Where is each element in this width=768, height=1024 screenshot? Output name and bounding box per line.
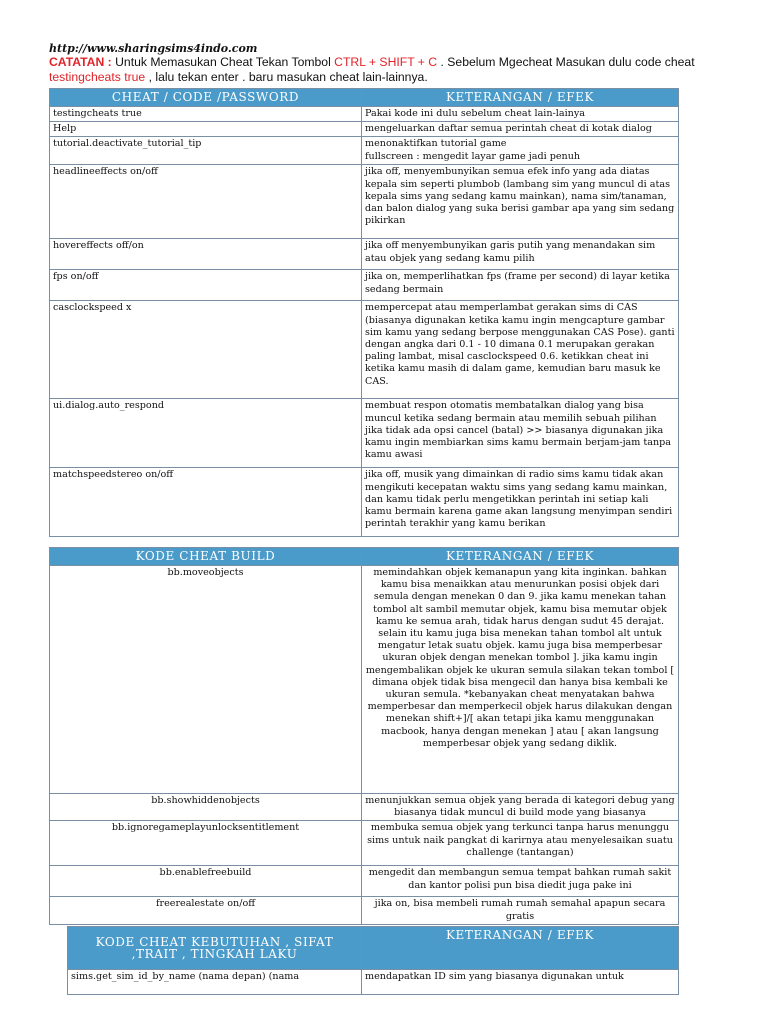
- table-row: [68, 970, 679, 995]
- table-row: [50, 399, 679, 468]
- column-header-build-code: KODE CHEAT BUILD: [50, 548, 362, 566]
- cheat-code-cell: Help: [50, 122, 362, 137]
- shortcut-keys: CTRL + SHIFT + C: [334, 55, 438, 69]
- cheat-description-cell: Pakai kode ini dulu sebelum cheat lain-lainya: [362, 107, 679, 122]
- needs-cheat-table: [67, 926, 679, 995]
- cheat-code-cell: bb.enablefreebuild: [50, 866, 362, 897]
- note-label: CATATAN :: [49, 55, 112, 69]
- cheat-description-cell: jika off, musik yang dimainkan di radio sims kamu tidak akan mengikuti kecepatan waktu sims yang sedang kamu mainkan, dan kamu tidak perlu mengetikkan perintah ini setiap kali kamu bermain karena game akan langsung menyimpan sendiri perintah terakhir yang kamu berikan: [362, 468, 679, 537]
- cheat-code-cell: testingcheats true: [50, 107, 362, 122]
- note-text-1: Untuk Memasukan Cheat Tekan Tombol: [111, 55, 335, 69]
- cheat-description-cell: membuka semua objek yang terkunci tanpa harus menunggu sims untuk naik pangkat di karirnya atau menyelesaikan suatu challenge (tantangan): [362, 821, 679, 866]
- cheat-code-cell: casclockspeed x: [50, 301, 362, 399]
- note-text-2: . Sebelum Mgecheat Masukan dulu code cheat: [437, 55, 695, 69]
- column-header-code: CHEAT / CODE /PASSWORD: [50, 89, 362, 107]
- table-row: [50, 897, 679, 925]
- cheat-description-cell: jika on, memperlihatkan fps (frame per second) di layar ketika sedang bermain: [362, 270, 679, 301]
- cheat-description-cell: menunjukkan semua objek yang berada di kategori debug yang biasanya tidak muncul di build mode yang biasanya: [362, 794, 679, 821]
- cheat-description-cell: memindahkan objek kemanapun yang kita inginkan. bahkan kamu bisa menaikkan atau menurunkan posisi objek dari semula dengan menekan 0 dan 9. jika kamu menekan tahan tombol alt sambil memutar objek, kamu bisa memutar objek kamu ke semua arah, tidak harus dengan sudut 45 derajat. selain itu kamu juga bisa menekan tahan tombol alt untuk mengatur letak suatu objek. kamu juga bisa memperbesar ukuran objek dengan menekan tombol ]. jika kamu ingin mengembalikan objek ke ukuran semula silakan tekan tombol [ dimana objek tidak bisa mengecil dan hanya bisa kembali ke ukuran semula. *kebanyakan cheat menyatakan bahwa memperbesar dan memperkecil objek harus dilakukan dengan menekan shift+]/[ akan tetapi jika kamu menggunakan macbook, hanya dengan menekan ] atau [ akan langsung memperbesar objek yang sedang diklik.: [362, 566, 679, 794]
- table-row: [50, 165, 679, 239]
- cheat-description-cell: mengedit dan membangun semua tempat bahkan rumah sakit dan kantor polisi pun bisa diedit juga pake ini: [362, 866, 679, 897]
- cheat-description-cell: membuat respon otomatis membatalkan dialog yang bisa muncul ketika sedang bermain atau memilih sebuah pilihan jika tidak ada opsi cancel (batal) >> biasanya digunakan jika kamu ingin membiarkan sims kamu bermain berjam-jam tanpa kamu awasi: [362, 399, 679, 468]
- cheat-description-cell: menonaktifkan tutorial game fullscreen : mengedit layar game jadi penuh: [362, 137, 679, 165]
- table-row: [50, 239, 679, 270]
- table-row: [50, 137, 679, 165]
- cheat-code-cell: bb.moveobjects: [50, 566, 362, 794]
- table-row: [50, 566, 679, 794]
- cheat-code-cell: bb.showhiddenobjects: [50, 794, 362, 821]
- cheat-description-cell: jika off menyembunyikan garis putih yang menandakan sim atau objek yang sedang kamu pilih: [362, 239, 679, 270]
- table-row: [50, 866, 679, 897]
- cheat-code-cell: hovereffects off/on: [50, 239, 362, 270]
- cheat-code-cell: matchspeedstereo on/off: [50, 468, 362, 537]
- note-text-3: , lalu tekan enter . baru masukan cheat lain-lainnya.: [145, 70, 428, 84]
- column-header-needs-effect: KETERANGAN / EFEK: [362, 927, 679, 970]
- website-url[interactable]: http://www.sharingsims4indo.com: [49, 42, 258, 55]
- table-row: [50, 821, 679, 866]
- table-row: [50, 270, 679, 301]
- cheat-table: [49, 88, 679, 537]
- cheat-description-cell: mempercepat atau memperlambat gerakan sims di CAS (biasanya digunakan ketika kamu ingin mengcapture gambar sim kamu yang sedang berpose menggunakan CAS Pose). ganti dengan angka dari 0.1 - 10 dimana 0.1 merupakan gerakan paling lambat, misal casclockspeed 0.6. ketikkan cheat ini ketika kamu masih di dalam game, kemudian baru masuk ke CAS.: [362, 301, 679, 399]
- table-row: [50, 107, 679, 122]
- table-row: [50, 301, 679, 399]
- note-paragraph: [49, 55, 739, 85]
- column-header-effect: KETERANGAN / EFEK: [362, 89, 679, 107]
- cheat-code-cell: bb.ignoregameplayunlocksentitlement: [50, 821, 362, 866]
- column-header-needs-code: KODE CHEAT KEBUTUHAN , SIFAT ,TRAIT , TINGKAH LAKU: [68, 927, 362, 970]
- column-header-build-effect: KETERANGAN / EFEK: [362, 548, 679, 566]
- testing-cheat-code: testingcheats true: [49, 70, 146, 84]
- cheat-code-cell: fps on/off: [50, 270, 362, 301]
- cheat-code-cell: tutorial.deactivate_tutorial_tip: [50, 137, 362, 165]
- cheat-code-cell: headlineeffects on/off: [50, 165, 362, 239]
- cheat-code-cell: sims.get_sim_id_by_name (nama depan) (nama: [68, 970, 362, 995]
- cheat-description-cell: mengeluarkan daftar semua perintah cheat di kotak dialog: [362, 122, 679, 137]
- table-row: [50, 122, 679, 137]
- build-cheat-table: [49, 547, 679, 925]
- cheat-code-cell: freerealestate on/off: [50, 897, 362, 925]
- cheat-description-cell: mendapatkan ID sim yang biasanya digunakan untuk: [362, 970, 679, 995]
- cheat-description-cell: jika on, bisa membeli rumah rumah semahal apapun secara gratis: [362, 897, 679, 925]
- table-row: [50, 468, 679, 537]
- cheat-description-cell: jika off, menyembunyikan semua efek info yang ada diatas kepala sim seperti plumbob (lambang sim yang muncul di atas kepala sims yang sedang kamu mainkan), nama sim/tanaman, dan balon dialog yang suka berisi gambar apa yang sim sedang pikirkan: [362, 165, 679, 239]
- cheat-code-cell: ui.dialog.auto_respond: [50, 399, 362, 468]
- table-row: [50, 794, 679, 821]
